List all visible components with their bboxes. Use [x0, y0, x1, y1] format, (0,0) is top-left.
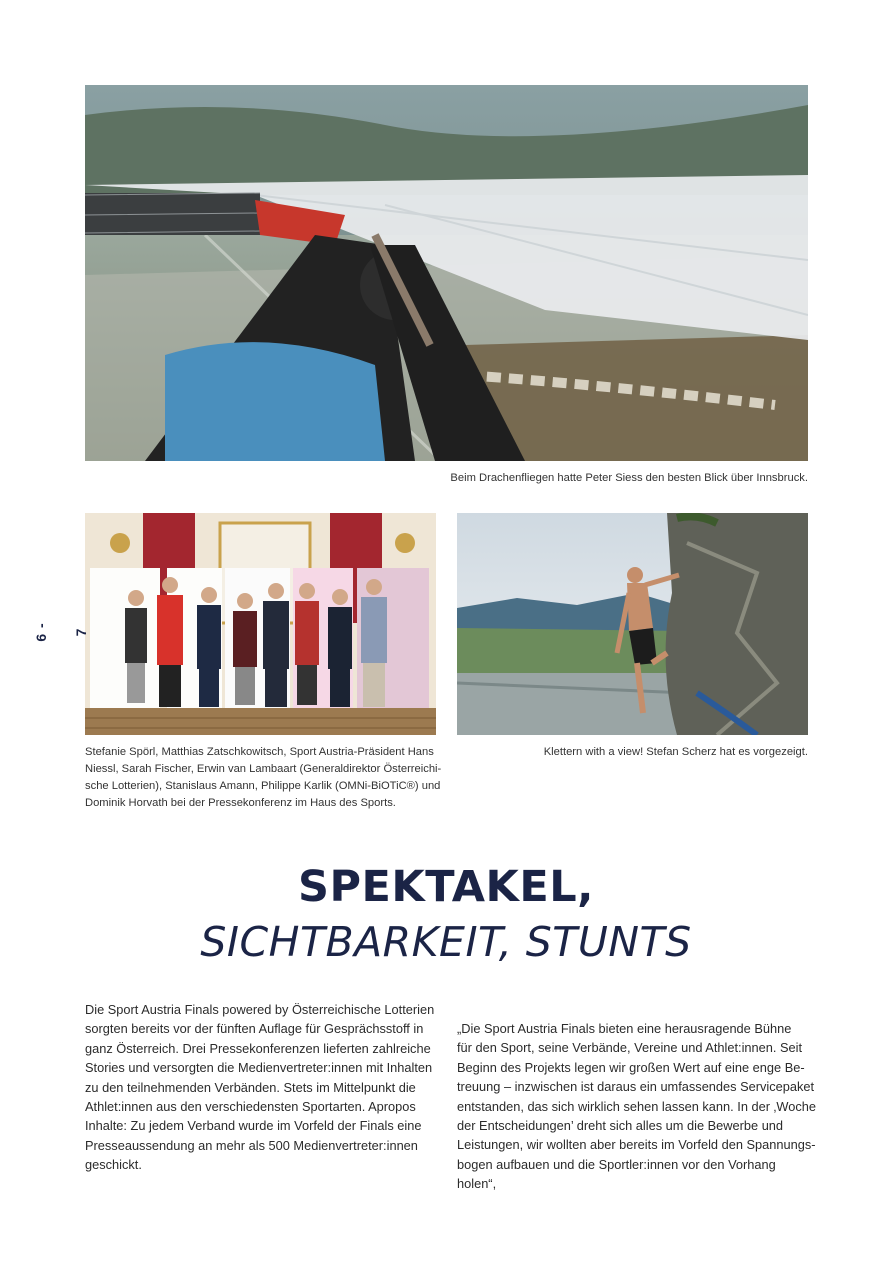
hang-gliding-caption: Beim Drachenfliegen hatte Peter Siess den besten Blick über Innsbruck. — [450, 472, 808, 484]
caption-line: sche Lotterien), Stanislaus Amann, Philippe Karlik (OMNi-BiOTiC®) und — [85, 780, 441, 792]
press-conference-photo — [85, 513, 436, 735]
body-line: für den Sport, seine Verbände, Vereine und Athlet:innen. Seit — [457, 1040, 803, 1056]
body-line: geschickt. — [85, 1157, 142, 1173]
body-line: „Die Sport Austria Finals bieten eine herausragende Bühne — [457, 1021, 792, 1036]
body-line: entstanden, das sich wirklich sehen lassen kann. In der ‚Woche — [457, 1098, 816, 1114]
body-line: zu den teilnehmenden Verbänden. Stets im Mittelpunkt die — [85, 1079, 416, 1095]
body-line: treuung – inzwischen ist daraus ein umfassendes Servicepaket — [457, 1079, 815, 1095]
body-line: Inhalte: Zu jedem Verband wurde im Vorfeld der Finals eine — [85, 1118, 422, 1134]
body-line: Presseaussendung an mehr als 500 Medienvertreter:innen — [85, 1137, 418, 1153]
hang-gliding-photo — [85, 85, 808, 461]
climbing-photo — [457, 513, 808, 735]
body-line: sorgten bereits vor der fünften Auflage für Gesprächsstoff in — [85, 1021, 424, 1037]
headline-line-1: SPEKTAKEL, — [298, 862, 594, 912]
headline-line-2: SICHTBARKEIT, STUNTS — [200, 918, 692, 966]
body-line: Die Sport Austria Finals powered by Österreichische Lotterien — [85, 1002, 435, 1017]
body-line: Athlet:innen aus den verschiedensten Sportarten. Apropos — [85, 1099, 416, 1115]
body-left-column — [85, 1000, 445, 1175]
caption-line: Niessl, Sarah Fischer, Erwin van Lambaart (Generaldirektor Österreichi- — [85, 763, 442, 775]
press-conference-caption — [85, 744, 445, 812]
body-line: bogen aufbauen und die Sportler:innen vor den Vorhang holen“, — [457, 1156, 776, 1192]
body-line: der Entscheidungen’ dreht sich alles um die Bewerbe und — [457, 1118, 784, 1134]
caption-line: Dominik Horvath bei der Pressekonferenz im Haus des Sports. — [85, 797, 396, 809]
body-line: Leistungen, wir wollten aber bereits im Vorfeld den Spannungs- — [457, 1137, 816, 1153]
body-line: Beginn des Projekts legen wir großen Wert auf eine enge Be- — [457, 1059, 805, 1075]
caption-line: Stefanie Spörl, Matthias Zatschkowitsch, Sport Austria-Präsident Hans — [85, 746, 434, 758]
climbing-caption: Klettern with a view! Stefan Scherz hat es vorgezeigt. — [543, 746, 808, 758]
body-right-column — [457, 1019, 817, 1194]
page-number: 6 - 7 — [33, 622, 89, 642]
body-line: Stories und versorgten die Medienvertreter:innen mit Inhalten — [85, 1060, 433, 1076]
body-line: ganz Österreich. Drei Pressekonferenzen lieferten zahlreiche — [85, 1040, 431, 1056]
